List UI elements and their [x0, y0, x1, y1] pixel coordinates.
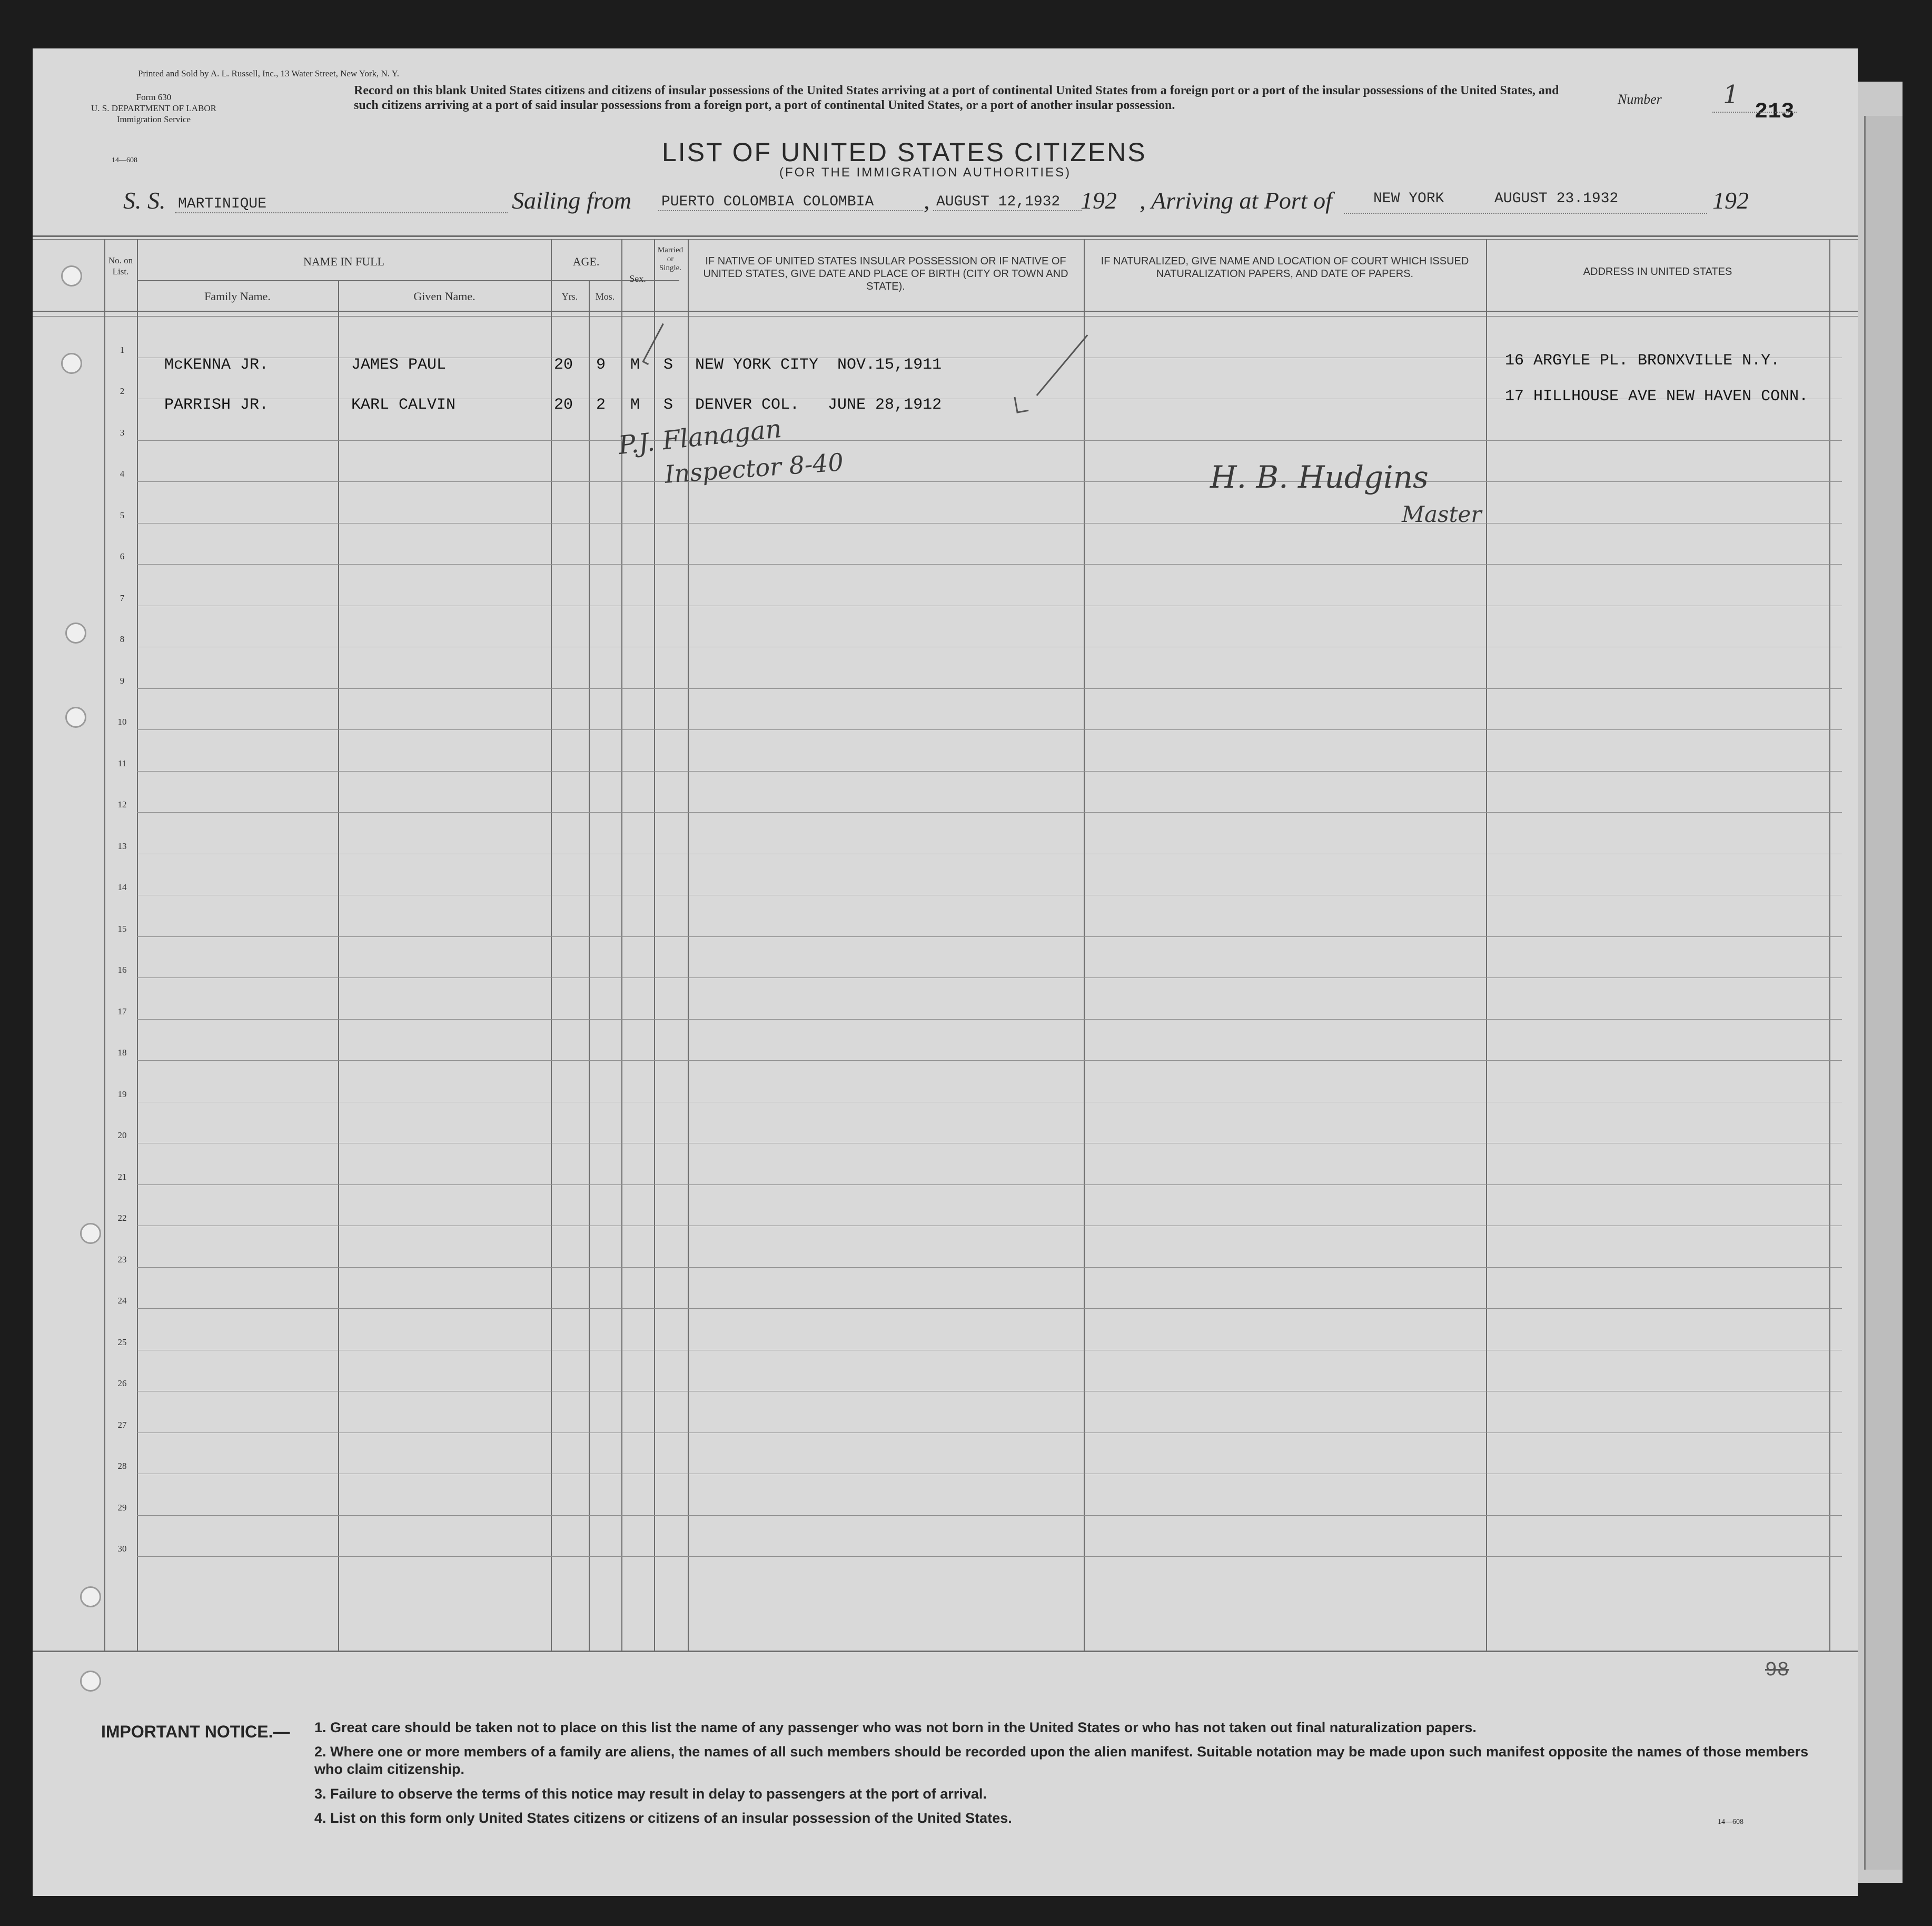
- row-number: 22: [117, 1213, 127, 1223]
- col-no: No. on List.: [108, 255, 133, 276]
- col-name-in-full: NAME IN FULL: [303, 255, 384, 268]
- row-number: 21: [117, 1171, 127, 1182]
- sailing-date: AUGUST 12,1932: [933, 194, 1082, 211]
- row-rule: [137, 481, 1842, 482]
- row-number: 27: [117, 1419, 127, 1430]
- col-birth: IF NATIVE OF UNITED STATES INSULAR POSSESSION OR IF NATIVE OF UNITED STATES, GIVE DATE AND PLACE OF BIRTH (CITY OR TOWN AND STATE).: [703, 255, 1068, 292]
- punch-hole: [61, 353, 82, 374]
- notice-item-4: 4. List on this form only United States citizens or citizens of an insular possession of the United States.: [314, 1810, 1012, 1826]
- row-number: 10: [117, 717, 127, 727]
- married-1: S: [663, 356, 673, 374]
- age-mos-2: 2: [596, 396, 606, 414]
- col-mos: Mos.: [595, 291, 615, 302]
- age-yrs-1: 20: [554, 356, 573, 374]
- row-rule: [137, 812, 1842, 813]
- col-yrs: Yrs.: [561, 291, 578, 302]
- notice-heading: IMPORTANT NOTICE.—: [101, 1722, 290, 1741]
- row-number: 24: [117, 1296, 127, 1306]
- row-rule: [137, 771, 1842, 772]
- year-suffix: 192: [1081, 187, 1117, 214]
- given-name-1: JAMES PAUL: [351, 356, 447, 374]
- form-id-block: [80, 92, 227, 125]
- row-number: 5: [120, 510, 125, 520]
- row-number: 11: [117, 758, 127, 768]
- row-number: 12: [117, 799, 127, 809]
- col-naturalized: IF NATURALIZED, GIVE NAME AND LOCATION OF COURT WHICH ISSUED NATURALIZATION PAPERS, AND DATE OF PAPERS.: [1101, 255, 1469, 280]
- row-rule: [137, 729, 1842, 730]
- printer-line: Printed and Sold by A. L. Russell, Inc., 13 Water Street, New York, N. Y.: [138, 68, 400, 78]
- corner-number: 98: [1765, 1659, 1789, 1682]
- arrival-port: NEW YORK: [1373, 191, 1444, 207]
- number-label: Number: [1618, 92, 1662, 107]
- sailing-port: PUERTO COLOMBIA COLOMBIA: [658, 194, 923, 211]
- punch-hole: [80, 1223, 101, 1244]
- punch-hole: [65, 623, 86, 644]
- ship-name: MARTINIQUE: [175, 196, 508, 213]
- address-1: 16 ARGYLE PL. BRONXVILLE N.Y.: [1505, 352, 1780, 370]
- sailing-label: Sailing from: [512, 187, 632, 214]
- birth-1: NEW YORK CITY NOV.15,1911: [695, 356, 942, 374]
- row-rule: [137, 440, 1842, 441]
- arriving-label: , Arriving at Port of: [1140, 187, 1332, 214]
- row-number: 13: [117, 841, 127, 851]
- col-sex: Sex.: [629, 273, 646, 284]
- birth-2: DENVER COL. JUNE 28,1912: [695, 396, 942, 414]
- row-number: 18: [117, 1048, 127, 1058]
- row-rule: [137, 523, 1842, 524]
- family-name-2: PARRISH JR.: [164, 396, 269, 414]
- row-number: 14: [117, 882, 127, 892]
- notice-item-2: 2. Where one or more members of a family are aliens, the names of all such members should be recorded upon the alien manifest. Suitable notation may be made upon such manifest opposite the names of those members who claim citizenship.: [314, 1744, 1809, 1777]
- row-number: 7: [120, 592, 125, 603]
- row-rule: [137, 1515, 1842, 1516]
- underlying-sheet-2: [1864, 116, 1903, 1870]
- check-mark: [1014, 395, 1028, 413]
- col-given-name: Given Name.: [413, 290, 475, 303]
- row-number: 2: [120, 386, 125, 396]
- service: Immigration Service: [116, 114, 191, 124]
- row-number: 19: [117, 1089, 127, 1099]
- row-number: 4: [120, 469, 125, 479]
- row-number: 30: [117, 1544, 127, 1554]
- instructions: Record on this blank United States citizens and citizens of insular possessions of the United States arriving at a port of continental United States from a foreign port or a port of the insular possessions of the United States, and such citizens arriving at a port of said insular possessions from a foreign port, a port of continental United States, or a port of another insular possession.: [354, 84, 1559, 112]
- department: U. S. DEPARTMENT OF LABOR: [91, 103, 216, 113]
- manifest-page: Printed and Sold by A. L. Russell, Inc., 13 Water Street, New York, N. Y. Form 630 U. S. DEPARTMENT OF LABOR Immigration Service 14—608 Record on this blank United States citizens and citizens of insular possessions of the United States arriving at a port of continental United States from a foreign port or a port of the insular possessions of the United States, and such citizens arriving at a port of said insular possessions from a foreign port, a port of continental United States, or a port of another insular possession. Number 1 213 LIST OF UNITED STATES CITIZENS (FOR THE IMMIGRATION AUTHORITIES) S. S. MARTINIQUE Sailing from PUERTO COLOMBIA COLOMBIA , AUGUST 12,1932 192 , Arriving at Port of NEW YORK AUGUST 23.1932 192 No. on List. NAME IN FULL Family Name. Given Name. AGE. Yrs. Mos. Sex. Married or Single. IF NATIVE OF UNITED STATES INSULAR POSSESSION OR IF NATIVE OF UNITED STATES, GIVE DATE AND PLACE OF BIRTH (CITY OR TOWN AND STATE). IF NATURALIZED, GIVE NAME AND LOCATION OF COURT WHICH ISSUED NATURALIZATION PAPERS, AND DATE OF PAPERS. ADDRESS IN UNITED STATES 1 2 3 4 5 6 7 8 9 10 11 12 13 14 15 16 17 18 19 20 21 22 23 24 25 26 27 28 29 30 McKENNA JR. JAMES PAUL 20 9 M S NEW YORK CITY NOV.15,1911 16 ARGYLE PL. BRONXVILLE N.Y. PARRISH JR. KARL CALVIN 20 2 M S DENVER COL. JUNE 28,1912 17 HILLHOUSE AVE NEW HAVEN CONN. P.J. Flanagan Inspector 8-40 H. B. Hudgins Master 98 IMPORTANT NOTICE.— 1. Great care should be taken not to place on this list the name of any passenger who was not born in the United States or who has not taken out final naturalization papers. 2. Where one or more members of a family are aliens, the names of all such members should be recorded upon the alien manifest. Suitable notation may be made upon such manifest opposite the names of those members who claim citizenship. 3. Failure to observe the terms of this notice may result in delay to passengers at the port of arrival. 4. List on this form only United States citizens or citizens of an insular possession of the United States. 14—608: [33, 48, 1858, 1896]
- number-value: 213: [1755, 99, 1795, 124]
- inspector-signature: P.J. Flanagan: [617, 413, 783, 461]
- row-number: 20: [117, 1130, 127, 1140]
- row-rule: [137, 1060, 1842, 1061]
- row-number: 28: [117, 1461, 127, 1471]
- inspector-title: Inspector 8-40: [663, 448, 845, 489]
- row-rule: [137, 977, 1842, 978]
- married-2: S: [663, 396, 673, 414]
- col-address: ADDRESS IN UNITED STATES: [1583, 266, 1732, 278]
- row-number: 23: [117, 1254, 127, 1265]
- ss-label: S. S.: [123, 187, 166, 214]
- form-number: Form 630: [136, 92, 172, 102]
- master-title: Master: [1402, 501, 1482, 527]
- col-family-name: Family Name.: [204, 290, 271, 303]
- number-handwritten: 1: [1723, 80, 1739, 110]
- year-suffix-2: 192: [1712, 187, 1749, 214]
- punch-hole: [80, 1586, 101, 1607]
- row-rule: [137, 688, 1842, 689]
- col-married: Married or Single.: [657, 246, 683, 272]
- age-mos-1: 9: [596, 356, 606, 374]
- row-number: 16: [117, 965, 127, 975]
- master-signature: H. B. Hudgins: [1210, 459, 1429, 495]
- row-rule: [137, 1308, 1842, 1309]
- row-number: 8: [120, 634, 125, 644]
- row-rule: [137, 1267, 1842, 1268]
- form-code: 14—608: [112, 156, 137, 164]
- row-number: 25: [117, 1337, 127, 1347]
- page-subtitle: (FOR THE IMMIGRATION AUTHORITIES): [779, 165, 1072, 180]
- row-number: 6: [120, 551, 125, 561]
- address-2: 17 HILLHOUSE AVE NEW HAVEN CONN.: [1505, 388, 1809, 406]
- punch-hole: [65, 707, 86, 728]
- row-number: 9: [120, 675, 125, 686]
- notice-item-3: 3. Failure to observe the terms of this notice may result in delay to passengers at the port of arrival.: [314, 1786, 987, 1802]
- arrival-date: AUGUST 23.1932: [1494, 191, 1619, 207]
- row-rule: [137, 1019, 1842, 1020]
- family-name-1: McKENNA JR.: [164, 356, 269, 374]
- check-mark-stroke: [1036, 334, 1088, 396]
- sex-2: M: [630, 396, 640, 414]
- notice-item-1: 1. Great care should be taken not to place on this list the name of any passenger who was not born in the United States or who has not taken out final naturalization papers.: [314, 1720, 1477, 1735]
- row-number: 15: [117, 923, 127, 934]
- given-name-2: KARL CALVIN: [351, 396, 456, 414]
- row-rule: [137, 936, 1842, 937]
- row-number: 17: [117, 1006, 127, 1016]
- col-age: AGE.: [572, 255, 600, 268]
- row-rule: [137, 1556, 1842, 1557]
- row-number: 1: [120, 344, 125, 355]
- row-rule: [137, 1184, 1842, 1185]
- age-yrs-2: 20: [554, 396, 573, 414]
- row-number: 26: [117, 1378, 127, 1388]
- sex-1: M: [630, 356, 640, 374]
- row-rule: [137, 564, 1842, 565]
- row-number: 3: [120, 427, 125, 438]
- row-number: 29: [117, 1502, 127, 1513]
- punch-hole: [61, 265, 82, 287]
- page-title: LIST OF UNITED STATES CITIZENS: [662, 137, 1147, 167]
- punch-hole: [80, 1671, 101, 1692]
- footer-code: 14—608: [1718, 1818, 1743, 1826]
